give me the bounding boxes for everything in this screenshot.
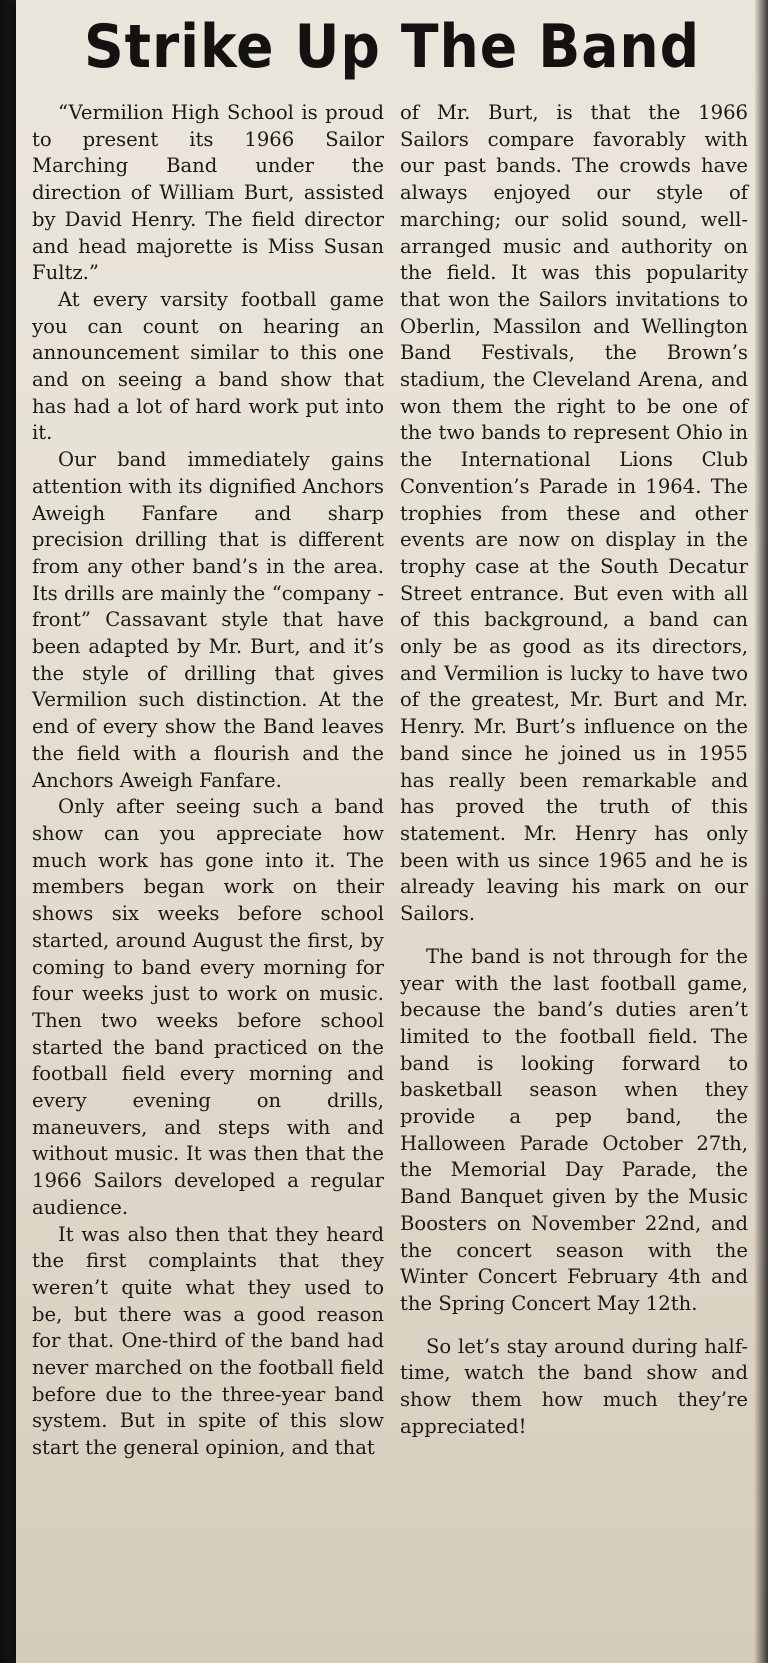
paragraph-intro-quote: “Vermilion High School is proud to present its 1966 Sailor Marching Band under the direction of William Burt, assisted by David Henry. The field director and head majorette is Miss Susan Fultz.” bbox=[32, 101, 384, 285]
headline: Strike Up The Band bbox=[83, 12, 701, 82]
newspaper-clipping bbox=[16, 0, 768, 1663]
clipping-edge-shadow bbox=[754, 0, 768, 1663]
article-column-left bbox=[32, 100, 384, 1462]
paragraph-practice: Only after seeing such a band show can you appreciate how much work has gone into it. The members began work on their shows six weeks before school started, around August the first, by coming to band every morning for four weeks just to work on music. Then two weeks before school started the band practiced on the football field every morning and every evening on drills, maneuvers, and steps with and without music. It was then that the 1966 Sailors developed a regular audience. bbox=[32, 795, 384, 1219]
paragraph-season: The band is not through for the year with the last football game, because the band’s duties aren’t limited to the football field. The band is looking forward to basketball season when they provide a pep band, the Halloween Parade October 27th, the Memorial Day Parade, the Band Banquet given by the Music Boosters on November 22nd, and the concert season with the Winter Concert February 4th and the Spring Concert May 12th. bbox=[400, 944, 748, 1315]
paragraph-announcement: At every varsity football game you can count on hearing an announcement similar to this one and on seeing a band show that has had a lot of hard work put into it. bbox=[32, 287, 384, 445]
paragraph-continuation: of Mr. Burt, is that the 1966 Sailors compare favorably with our past bands. The crowds have always enjoyed our style of marching; our solid sound, well-arranged music and authority on the field. It was this popularity that won the Sailors invitations to Oberlin, Massilon and Wellington Band Festivals, the Brown’s stadium, the Cleveland Arena, and won them the right to be one of the two bands to represent Ohio in the International Lions Club Convention’s Parade in 1964. The trophies from these and other events are now on display in the trophy case at the South Decatur Street entrance. But even with all of this background, a band can only be as good as its directors, and Vermilion is lucky to have two of the greatest, Mr. Burt and Mr. Henry. Mr. Burt’s influence on the band since he joined us in 1955 has really been remarkable and has proved the truth of this statement. Mr. Henry has only been with us since 1965 and he is already leaving his mark on our Sailors. bbox=[400, 101, 748, 926]
paragraph-closing: So let’s stay around during half-time, watch the band show and show them how much they’re appreciated! bbox=[400, 1334, 748, 1438]
paragraph-drills: Our band immediately gains attention with its dignified Anchors Aweigh Fanfare and sharp precision drilling that is different from any other band’s in the area. Its drills are mainly the “company - front” Cassavant style that have been adapted by Mr. Burt, and it’s the style of drilling that gives Vermilion such distinction. At the end of every show the Band leaves the field with a flourish and the Anchors Aweigh Fanfare. bbox=[32, 448, 384, 792]
paragraph-complaints: It was also then that they heard the first complaints that they weren’t quite what they used to be, but there was a good reason for that. One-third of the band had never marched on the football field before due to the three-year band system. But in spite of this slow start the general opinion, and that bbox=[32, 1222, 384, 1460]
article-column-right bbox=[400, 100, 748, 1440]
